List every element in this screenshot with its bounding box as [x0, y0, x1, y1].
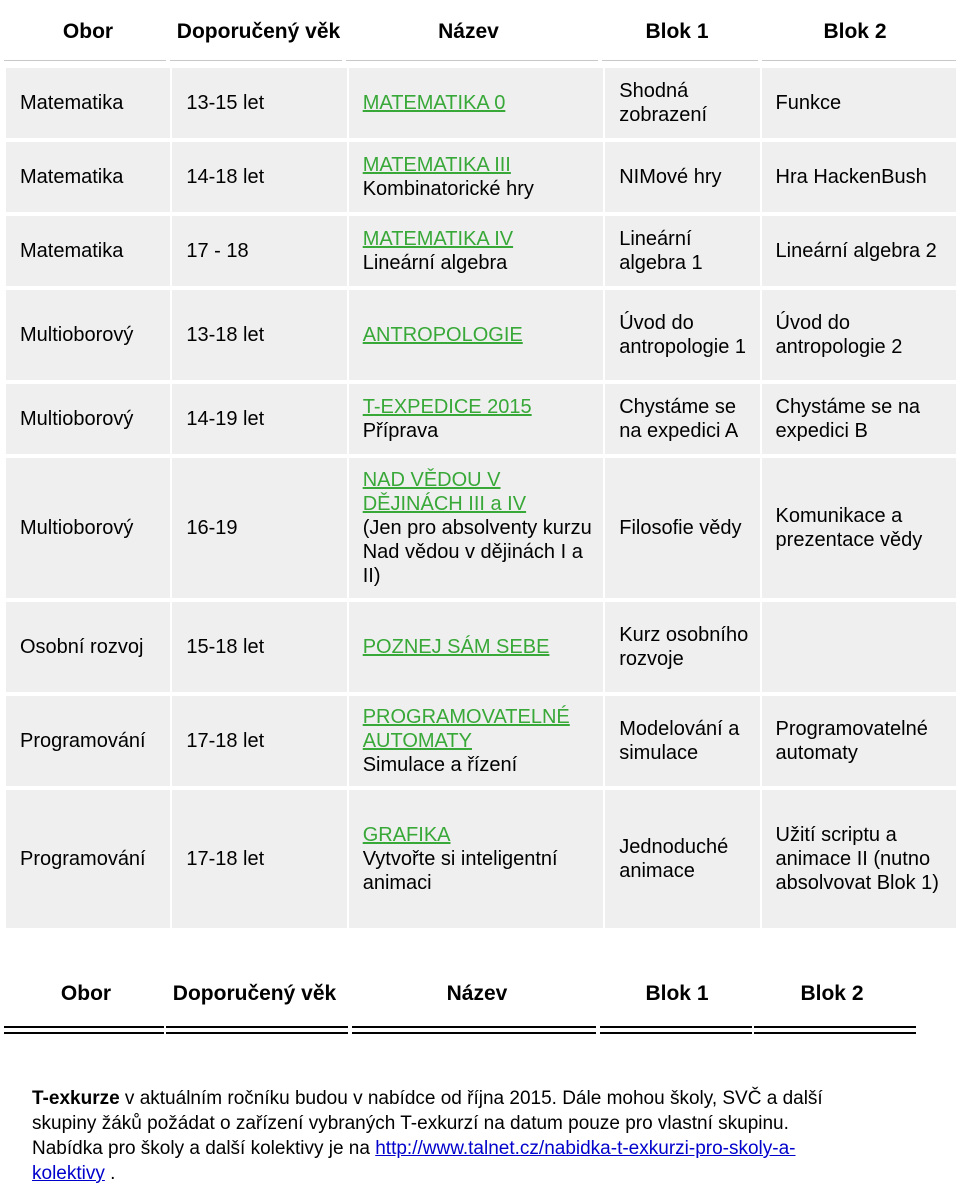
cell-blok1: Kurz osobního rozvoje: [605, 602, 759, 692]
cell-nazev: [349, 142, 604, 212]
cell-vek: 17-18 let: [172, 696, 346, 786]
header-obor: Obor: [62, 20, 114, 43]
table-row: [6, 290, 956, 380]
cell-blok2: Programovatelné automaty: [762, 696, 956, 786]
table-row: [6, 142, 956, 212]
course-title-link[interactable]: PROGRAMOVATELNÉ AUTOMATY: [362, 706, 570, 752]
course-title-link[interactable]: T-EXPEDICE 2015: [362, 396, 532, 418]
cell-vek: 16-19: [172, 458, 346, 598]
cell-vek: 17 - 18: [172, 216, 346, 286]
table-header: [0, 0, 960, 64]
footer-header-obor: Obor: [60, 982, 112, 1005]
course-subtitle: Simulace a řízení: [362, 754, 518, 776]
course-title-link[interactable]: GRAFIKA: [362, 824, 451, 846]
cell-nazev: [349, 696, 604, 786]
cell-nazev: [349, 790, 604, 928]
cell-vek: 15-18 let: [172, 602, 346, 692]
t-exkurze-note: [32, 1086, 832, 1186]
course-title-link[interactable]: MATEMATIKA 0: [362, 92, 506, 114]
cell-blok1: Filosofie vědy: [605, 458, 759, 598]
table-row: [6, 216, 956, 286]
cell-nazev: [349, 216, 604, 286]
course-subtitle: Vytvořte si inteligentní animaci: [362, 848, 558, 894]
header-vek: Doporučený věk: [176, 20, 341, 43]
footer-header: [0, 964, 960, 1024]
cell-obor: Programování: [6, 790, 170, 928]
cell-blok1: Modelování a simulace: [605, 696, 759, 786]
cell-nazev: [349, 290, 604, 380]
footer-header-vek: Doporučený věk: [172, 982, 337, 1005]
course-table: [4, 64, 958, 932]
table-row: [6, 384, 956, 454]
table-row: [6, 696, 956, 786]
note-text: v aktuálním ročníku budou v nabídce od října 2015. Dále mohou školy, SVČ a další skupiny žáků požádat o zařízení vybraných T-exkurzí na datum pouze pro vlastní skupinu. Nabídka pro školy a další kolektivy je na: [32, 1088, 823, 1159]
course-title-link[interactable]: MATEMATIKA III: [362, 154, 511, 176]
table-row: [6, 790, 956, 928]
cell-blok1: NIMové hry: [605, 142, 759, 212]
cell-vek: 13-15 let: [172, 68, 346, 138]
course-subtitle: Příprava: [362, 420, 439, 442]
cell-nazev: [349, 458, 604, 598]
cell-blok1: Shodná zobrazení: [605, 68, 759, 138]
table-row: [6, 68, 956, 138]
cell-vek: 13-18 let: [172, 290, 346, 380]
cell-vek: 14-19 let: [172, 384, 346, 454]
talnet-link[interactable]: http://www.talnet.cz/nabidka-t-exkurzi-pro-skoly-a-kolektivy: [32, 1138, 796, 1184]
cell-obor: Matematika: [6, 216, 170, 286]
cell-blok2: [762, 602, 956, 692]
cell-blok2: Lineární algebra 2: [762, 216, 956, 286]
footer-header-blok2: Blok 2: [800, 982, 864, 1005]
cell-vek: 17-18 let: [172, 790, 346, 928]
cell-obor: Programování: [6, 696, 170, 786]
note-end: .: [104, 1163, 116, 1184]
course-subtitle: Kombinatorické hry: [362, 178, 534, 200]
cell-blok1: Lineární algebra 1: [605, 216, 759, 286]
table-row: [6, 602, 956, 692]
cell-blok2: Hra HackenBush: [762, 142, 956, 212]
course-title-link[interactable]: POZNEJ SÁM SEBE: [362, 636, 550, 658]
note-bold: T-exkurze: [32, 1088, 120, 1109]
cell-blok1: Jednoduché animace: [605, 790, 759, 928]
course-subtitle: (Jen pro absolventy kurzu Nad vědou v dějinách I a II): [362, 517, 592, 587]
cell-blok2: Užití scriptu a animace II (nutno absolvovat Blok 1): [762, 790, 956, 928]
footer-divider: [0, 1026, 960, 1034]
cell-obor: Matematika: [6, 142, 170, 212]
course-title-link[interactable]: ANTROPOLOGIE: [362, 324, 523, 346]
footer-header-nazev: Název: [446, 982, 508, 1005]
cell-blok1: Chystáme se na expedici A: [605, 384, 759, 454]
cell-nazev: [349, 68, 604, 138]
cell-obor: Multioborový: [6, 290, 170, 380]
header-nazev: Název: [438, 20, 499, 43]
cell-blok2: Chystáme se na expedici B: [762, 384, 956, 454]
cell-blok2: Funkce: [762, 68, 956, 138]
cell-obor: Matematika: [6, 68, 170, 138]
cell-obor: Multioborový: [6, 458, 170, 598]
cell-nazev: [349, 384, 604, 454]
header-blok1: Blok 1: [645, 20, 709, 43]
footer-header-blok1: Blok 1: [645, 982, 709, 1005]
header-blok2: Blok 2: [823, 20, 887, 43]
cell-vek: 14-18 let: [172, 142, 346, 212]
cell-obor: Multioborový: [6, 384, 170, 454]
course-subtitle: Lineární algebra: [362, 252, 508, 274]
course-title-link[interactable]: MATEMATIKA IV: [362, 228, 514, 250]
course-title-link[interactable]: NAD VĚDOU V DĚJINÁCH III a IV: [362, 469, 527, 515]
cell-obor: Osobní rozvoj: [6, 602, 170, 692]
cell-blok2: Komunikace a prezentace vědy: [762, 458, 956, 598]
cell-blok1: Úvod do antropologie 1: [605, 290, 759, 380]
cell-nazev: [349, 602, 604, 692]
table-row: [6, 458, 956, 598]
cell-blok2: Úvod do antropologie 2: [762, 290, 956, 380]
